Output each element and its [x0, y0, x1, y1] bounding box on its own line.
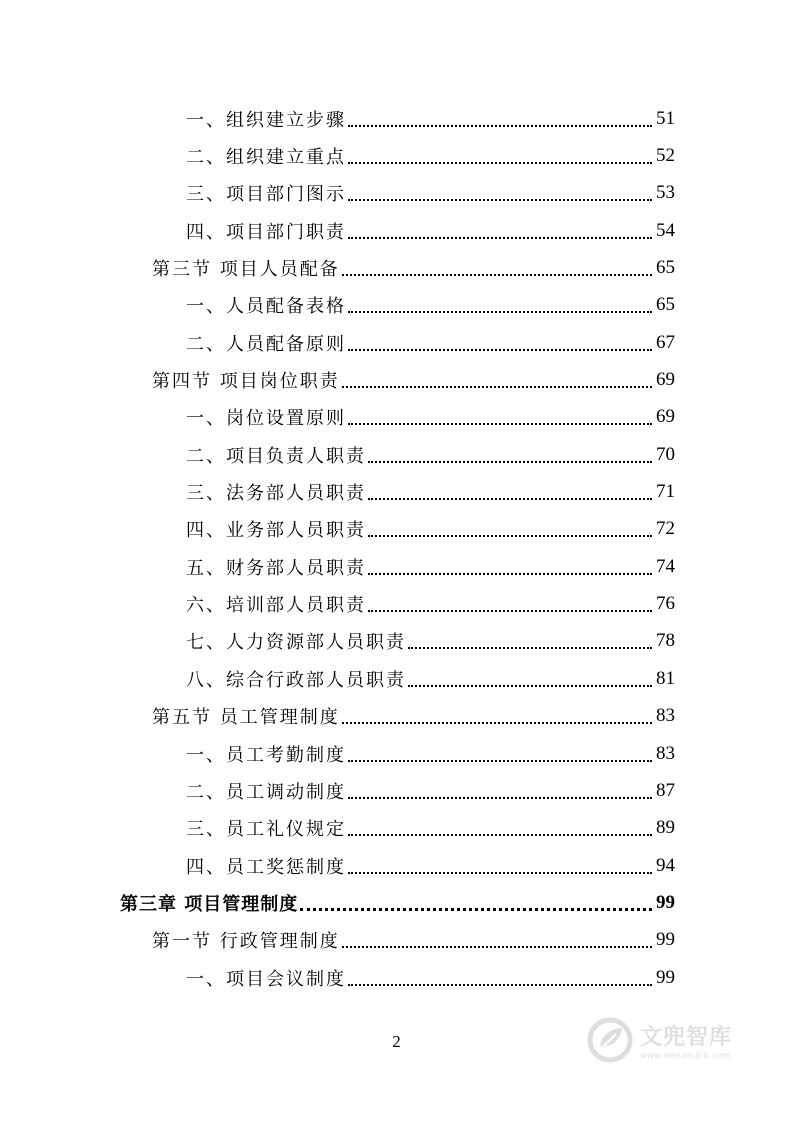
- toc-entry-page: 87: [656, 779, 675, 801]
- toc-dot-leader: [368, 535, 652, 537]
- toc-entry[interactable]: [0, 137, 793, 174]
- toc-entry[interactable]: [0, 959, 793, 996]
- toc-dot-leader: [348, 237, 652, 239]
- toc-entry-page: 74: [656, 555, 675, 577]
- toc-dot-leader: [342, 722, 652, 724]
- toc-section-entry[interactable]: [0, 698, 793, 735]
- toc-entry[interactable]: [0, 548, 793, 585]
- toc-dot-leader: [342, 274, 652, 276]
- toc-entry-page: 81: [656, 667, 675, 689]
- toc-entry-page: 94: [656, 854, 675, 876]
- toc-entry-page: 89: [656, 817, 675, 839]
- toc-entry-page: 53: [656, 182, 675, 204]
- toc-entry-page: 71: [656, 481, 675, 503]
- toc-entry[interactable]: [0, 772, 793, 809]
- toc-entry-page: 65: [656, 294, 675, 316]
- toc-dot-leader: [348, 760, 652, 762]
- toc-entry[interactable]: [0, 735, 793, 772]
- toc-entry[interactable]: [0, 399, 793, 436]
- toc-entry-title: 二、组织建立重点: [186, 147, 346, 169]
- toc-entry-title: 第五节 员工管理制度: [152, 707, 340, 729]
- toc-entry-page: 83: [656, 705, 675, 727]
- watermark-url: www.wendoulib.com: [640, 1051, 731, 1060]
- toc-entry-page: 67: [656, 331, 675, 353]
- toc-section-entry[interactable]: [0, 361, 793, 398]
- toc-dot-leader: [408, 647, 652, 649]
- toc-dot-leader: [348, 349, 652, 351]
- toc-dot-leader: [368, 498, 652, 500]
- toc-entry-title: 三、法务部人员职责: [186, 483, 366, 505]
- toc-entry-title: 第三章 项目管理制度: [120, 893, 299, 915]
- toc-dot-leader: [348, 162, 652, 164]
- toc-entry-page: 65: [656, 257, 675, 279]
- toc-entry[interactable]: [0, 585, 793, 622]
- toc-entry-title: 一、员工考勤制度: [186, 744, 346, 766]
- toc-entry-title: 四、项目部门职责: [186, 221, 346, 243]
- toc-entry-title: 第四节 项目岗位职责: [152, 371, 340, 393]
- toc-entry[interactable]: [0, 847, 793, 884]
- leaf-logo-icon: [586, 1016, 634, 1064]
- toc-dot-leader: [348, 199, 652, 201]
- toc-entry-title: 一、人员配备表格: [186, 296, 346, 318]
- watermark: [586, 1016, 732, 1064]
- toc-entry[interactable]: [0, 810, 793, 847]
- toc-entry-title: 七、人力资源部人员职责: [186, 632, 406, 654]
- toc-entry-page: 72: [656, 518, 675, 540]
- toc-entry-page: 83: [656, 742, 675, 764]
- toc-entry-title: 六、培训部人员职责: [186, 595, 366, 617]
- toc-chapter-entry[interactable]: [0, 884, 793, 921]
- toc-entry-title: 五、财务部人员职责: [186, 557, 366, 579]
- toc-entry-page: 99: [656, 929, 675, 951]
- toc-dot-leader: [348, 834, 652, 836]
- toc-entry-page: 76: [656, 593, 675, 615]
- toc-dot-leader: [368, 610, 652, 612]
- toc-entry[interactable]: [0, 212, 793, 249]
- toc-dot-leader: [348, 423, 652, 425]
- toc-dot-leader: [368, 461, 652, 463]
- toc-dot-leader: [348, 797, 652, 799]
- toc-entry[interactable]: [0, 660, 793, 697]
- watermark-text: [640, 1020, 732, 1060]
- toc-section-entry[interactable]: [0, 922, 793, 959]
- toc-entry-title: 二、人员配备原则: [186, 333, 346, 355]
- toc-entry[interactable]: [0, 287, 793, 324]
- toc-entry-title: 四、员工奖惩制度: [186, 856, 346, 878]
- toc-entry-page: 78: [656, 630, 675, 652]
- toc-entry-title: 第三节 项目人员配备: [152, 259, 340, 281]
- toc-dot-leader: [342, 386, 652, 388]
- toc-dot-leader: [408, 685, 652, 687]
- watermark-name: 文兜智库: [640, 1025, 733, 1050]
- toc-entry-page: 69: [656, 406, 675, 428]
- toc-dot-leader: [368, 573, 652, 575]
- toc-entry-title: 第一节 行政管理制度: [152, 931, 340, 953]
- toc-entry[interactable]: [0, 511, 793, 548]
- toc-entry-title: 一、岗位设置原则: [186, 408, 346, 430]
- toc-entry-title: 一、组织建立步骤: [186, 109, 346, 131]
- toc-dot-leader: [348, 311, 652, 313]
- toc-entry[interactable]: [0, 100, 793, 137]
- toc-entry[interactable]: [0, 473, 793, 510]
- toc-dot-leader: [348, 872, 652, 874]
- toc-entry-page: 70: [656, 443, 675, 465]
- toc-entry-title: 二、员工调动制度: [186, 781, 346, 803]
- toc-dot-leader: [342, 946, 652, 948]
- toc-entry[interactable]: [0, 324, 793, 361]
- toc-dot-leader: [348, 125, 652, 127]
- toc-section-entry[interactable]: [0, 249, 793, 286]
- toc-entry-page: 52: [656, 145, 675, 167]
- toc-entry-page: 51: [656, 107, 675, 129]
- toc-entry[interactable]: [0, 175, 793, 212]
- toc-entry-page: 99: [656, 966, 675, 988]
- toc-entry-title: 四、业务部人员职责: [186, 520, 366, 542]
- table-of-contents: [0, 100, 793, 996]
- toc-dot-leader: [300, 908, 652, 911]
- toc-entry-title: 二、项目负责人职责: [186, 445, 366, 467]
- toc-dot-leader: [348, 984, 652, 986]
- toc-entry-page: 99: [656, 891, 675, 913]
- toc-entry-page: 54: [656, 219, 675, 241]
- toc-entry-title: 八、综合行政部人员职责: [186, 669, 406, 691]
- toc-entry[interactable]: [0, 623, 793, 660]
- toc-entry-page: 69: [656, 369, 675, 391]
- toc-entry[interactable]: [0, 436, 793, 473]
- toc-entry-title: 一、项目会议制度: [186, 968, 346, 990]
- toc-entry-title: 三、员工礼仪规定: [186, 819, 346, 841]
- toc-entry-title: 三、项目部门图示: [186, 184, 346, 206]
- page-number: 2: [392, 1032, 401, 1051]
